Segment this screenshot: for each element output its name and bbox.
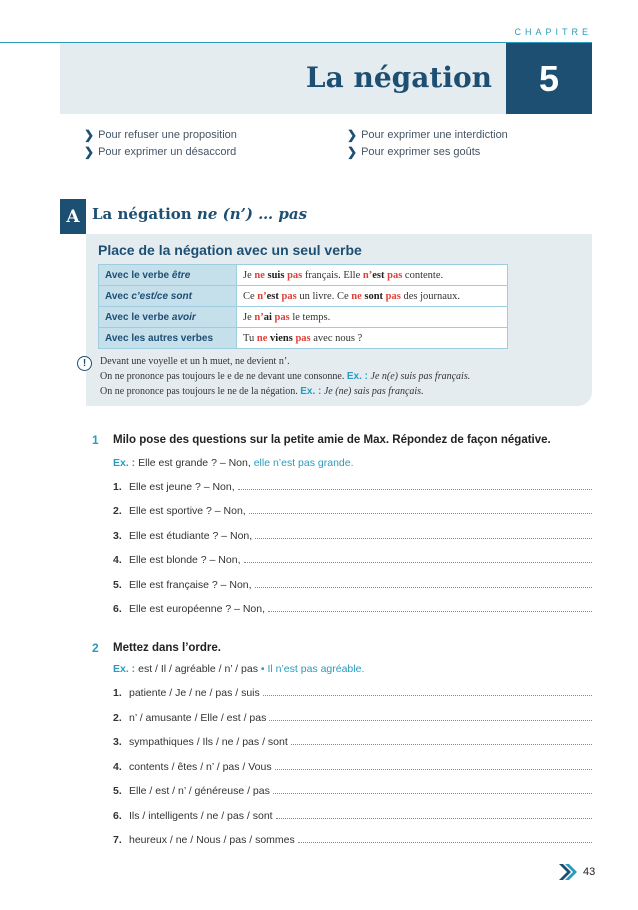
answer-line[interactable] bbox=[298, 842, 592, 843]
negation-word: pas bbox=[281, 290, 297, 302]
example-text: avec nous ? bbox=[310, 332, 363, 344]
item-prompt: Elle est étudiante ? – Non, bbox=[129, 529, 253, 542]
grammar-row bbox=[99, 328, 508, 349]
item-number: 2. bbox=[113, 505, 122, 518]
page-title: La négation bbox=[305, 61, 492, 94]
example-answer: elle n’est pas grande. bbox=[253, 457, 354, 469]
negation-word: pas bbox=[287, 269, 303, 281]
chapter-label: CHAPITRE bbox=[514, 27, 592, 37]
example-text: un livre. Ce bbox=[296, 290, 352, 302]
grammar-note-3 bbox=[100, 386, 424, 397]
negation-word: pas bbox=[295, 332, 311, 344]
label-text: Avec le verbe bbox=[105, 269, 172, 281]
example-text: Je bbox=[243, 311, 255, 323]
item-number: 6. bbox=[113, 603, 122, 615]
exercise-item bbox=[113, 710, 592, 724]
grammar-table bbox=[98, 264, 508, 349]
page-number: 43 bbox=[583, 866, 596, 878]
verb-word: est bbox=[266, 290, 279, 302]
negation-word: ne bbox=[254, 269, 265, 281]
exercise-example bbox=[113, 663, 364, 675]
negation-word: n’ bbox=[254, 311, 264, 323]
exercise-number: 1 bbox=[92, 433, 99, 447]
item-prompt: sympathiques / Ils / ne / pas / sont bbox=[129, 736, 288, 748]
item-number: 7. bbox=[113, 834, 122, 846]
negation-word: pas bbox=[274, 311, 290, 323]
label-verb: c’est/ce sont bbox=[131, 290, 192, 302]
note-text: On ne prononce pas toujours le ne de la négation. bbox=[100, 386, 301, 397]
item-prompt: patiente / Je / ne / pas / suis bbox=[129, 687, 260, 699]
answer-line[interactable] bbox=[263, 695, 592, 696]
grammar-row-label bbox=[99, 286, 237, 307]
exercise-item bbox=[113, 601, 592, 615]
exercise-number: 2 bbox=[92, 641, 99, 655]
item-prompt: Elle est jeune ? – Non, bbox=[129, 481, 235, 493]
exercise-item bbox=[113, 479, 592, 493]
negation-word: ne bbox=[256, 332, 268, 344]
next-page-arrow-icon bbox=[557, 862, 577, 882]
label-text: Avec bbox=[105, 290, 132, 302]
negation-word: pas bbox=[387, 269, 403, 281]
item-prompt: Elle est blonde ? – Non, bbox=[129, 554, 241, 567]
title-band bbox=[60, 43, 506, 114]
answer-line[interactable] bbox=[275, 769, 592, 770]
answer-line[interactable] bbox=[273, 793, 592, 794]
grammar-row-example bbox=[237, 307, 508, 328]
exercise-item bbox=[113, 808, 592, 822]
section-title-text: La négation bbox=[92, 205, 192, 223]
exercise-instruction: Mettez dans l’ordre. bbox=[113, 642, 221, 654]
example-answer: • Il n’est pas agréable. bbox=[260, 663, 365, 675]
example-label: Ex. : bbox=[113, 663, 136, 675]
objective-label: Pour refuser une proposition bbox=[98, 129, 237, 141]
grammar-row-example bbox=[237, 328, 508, 349]
answer-line[interactable] bbox=[276, 818, 592, 819]
exercise-item bbox=[113, 783, 592, 797]
item-prompt: Elle est européenne ? – Non, bbox=[129, 603, 266, 615]
exercise-item bbox=[113, 759, 592, 773]
example-question: est / Il / agréable / n’ / pas bbox=[135, 663, 261, 675]
verb-word: ai bbox=[263, 311, 272, 323]
verb-word: suis bbox=[267, 269, 285, 281]
answer-line[interactable] bbox=[255, 587, 592, 588]
example-text: Tu bbox=[243, 332, 257, 344]
negation-word: pas bbox=[385, 290, 401, 302]
section-title-italic: ne (n’) … pas bbox=[196, 205, 308, 223]
note-text: On ne prononce pas toujours le e de ne devant une consonne. bbox=[100, 371, 347, 382]
item-number: 3. bbox=[113, 529, 122, 542]
example-text: Je bbox=[243, 269, 255, 281]
verb-word: sont bbox=[364, 290, 384, 302]
item-prompt: Elle / est / n’ / généreuse / pas bbox=[129, 785, 270, 797]
exercise-instruction: Milo pose des questions sur la petite amie de Max. Répondez de façon négative. bbox=[113, 434, 551, 446]
example-label: Ex. : bbox=[346, 371, 368, 382]
chapter-number: 5 bbox=[506, 43, 592, 114]
grammar-title: Place de la négation avec un seul verbe bbox=[98, 242, 362, 258]
grammar-row-example bbox=[237, 286, 508, 307]
exercise-item bbox=[113, 832, 592, 846]
chevron-right-icon: ❯ bbox=[347, 145, 358, 159]
example-text: français. Elle bbox=[302, 269, 363, 281]
negation-word: n’ bbox=[257, 290, 267, 302]
grammar-row bbox=[99, 265, 508, 286]
answer-line[interactable] bbox=[255, 538, 592, 539]
verb-word: est bbox=[372, 269, 385, 281]
item-number: 5. bbox=[113, 578, 122, 591]
exercise-item bbox=[113, 734, 592, 748]
example-label: Ex. : bbox=[113, 457, 136, 469]
example-label: Ex. : bbox=[300, 386, 322, 397]
section-title bbox=[92, 205, 307, 223]
example-text: Ce bbox=[243, 290, 258, 302]
grammar-note-2 bbox=[100, 371, 470, 382]
answer-line[interactable] bbox=[249, 513, 592, 514]
item-number: 1. bbox=[113, 687, 122, 699]
grammar-row-label bbox=[99, 265, 237, 286]
answer-line[interactable] bbox=[238, 489, 592, 490]
exercise-item bbox=[113, 528, 592, 542]
item-number: 4. bbox=[113, 554, 122, 567]
objective-label: Pour exprimer une interdiction bbox=[361, 129, 508, 141]
example-text: le temps. bbox=[289, 311, 331, 323]
item-prompt: heureux / ne / Nous / pas / sommes bbox=[129, 834, 295, 846]
note-example: Je (ne) sais pas français. bbox=[321, 386, 424, 397]
example-question: Elle est grande ? – Non, bbox=[135, 457, 254, 469]
item-number: 2. bbox=[113, 711, 122, 724]
chevron-right-icon: ❯ bbox=[347, 128, 358, 142]
item-prompt: Ils / intelligents / ne / pas / sont bbox=[129, 809, 273, 822]
negation-word: ne bbox=[351, 290, 362, 302]
exercise-item bbox=[113, 552, 592, 566]
grammar-row bbox=[99, 307, 508, 328]
item-number: 5. bbox=[113, 785, 122, 797]
item-number: 6. bbox=[113, 809, 122, 822]
example-text: des journaux. bbox=[400, 290, 461, 302]
answer-line[interactable] bbox=[244, 562, 593, 563]
objective-item bbox=[84, 145, 236, 159]
exercise-item bbox=[113, 577, 592, 591]
exercise-item bbox=[113, 685, 592, 699]
exercise-item bbox=[113, 503, 592, 517]
label-text: Avec les autres verbes bbox=[105, 332, 214, 344]
item-number: 1. bbox=[113, 481, 122, 493]
answer-line[interactable] bbox=[268, 611, 592, 612]
answer-line[interactable] bbox=[291, 744, 592, 745]
objective-item bbox=[347, 145, 480, 159]
exercise-example bbox=[113, 457, 354, 469]
attention-icon: ! bbox=[77, 356, 92, 371]
negation-word: n’ bbox=[362, 269, 373, 281]
item-prompt: Elle est française ? – Non, bbox=[129, 578, 252, 591]
grammar-row-example bbox=[237, 265, 508, 286]
grammar-row bbox=[99, 286, 508, 307]
item-number: 3. bbox=[113, 736, 122, 748]
item-number: 4. bbox=[113, 760, 122, 773]
item-prompt: contents / êtes / n’ / pas / Vous bbox=[129, 760, 272, 773]
grammar-row-label bbox=[99, 307, 237, 328]
item-prompt: Elle est sportive ? – Non, bbox=[129, 505, 246, 518]
objective-label: Pour exprimer un désaccord bbox=[98, 146, 237, 158]
note-text: Devant une voyelle et un h muet, ne devient n’. bbox=[100, 356, 290, 367]
verb-word: viens bbox=[270, 332, 293, 344]
answer-line[interactable] bbox=[269, 720, 592, 721]
label-text: Avec le verbe bbox=[105, 311, 172, 323]
item-prompt: n’ / amusante / Elle / est / pas bbox=[129, 711, 267, 724]
label-verb: avoir bbox=[171, 311, 196, 323]
chevron-right-icon: ❯ bbox=[84, 128, 95, 142]
note-example: Je n(e) suis pas français. bbox=[368, 371, 471, 382]
objective-item bbox=[347, 128, 508, 142]
section-letter: A bbox=[60, 199, 86, 234]
objective-label: Pour exprimer ses goûts bbox=[361, 146, 481, 158]
grammar-note-1 bbox=[100, 356, 290, 367]
chevron-right-icon: ❯ bbox=[84, 145, 95, 159]
label-verb: être bbox=[171, 269, 191, 281]
grammar-row-label bbox=[99, 328, 237, 349]
example-text: contente. bbox=[402, 269, 444, 281]
objective-item bbox=[84, 128, 237, 142]
